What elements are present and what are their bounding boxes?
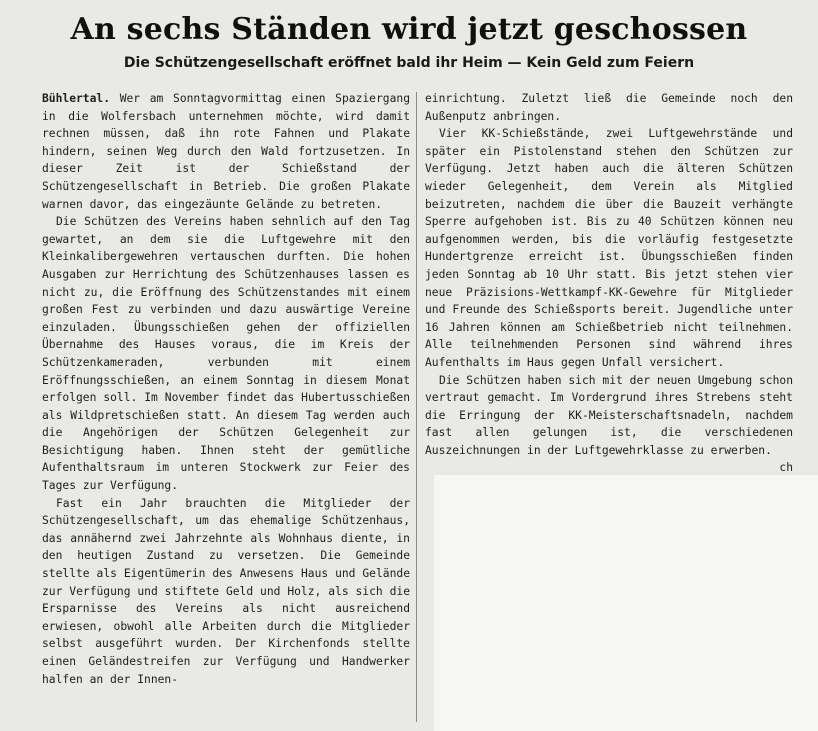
subheadline: Die Schützengesellschaft eröffnet bald ihr Heim — Kein Geld zum Feiern bbox=[123, 55, 695, 71]
paragraph-4: einrichtung. Zuletzt ließ die Gemeinde noch den Außenputz anbringen. bbox=[425, 92, 793, 123]
paragraph-6 bbox=[425, 372, 793, 475]
paragraph-5: Vier KK-Schießstände, zwei Luftgewehrstände und später ein Pistolenstand stehen den Schützen zur Verfügung. Jetzt haben auch die älteren Schützen wieder Gelegenheit, dem Verein als Mitglied beizutreten, nachdem die über die Bauzeit verhängte Sperre aufgehoben ist. Bis zu 40 Schützen können neu aufgenommen werden, bis die vorläufig festgesetzte Hundertgrenze erreicht ist. Übungsschießen finden jeden Sonntag ab 10 Uhr statt. Bis jetzt stehen vier neue Präzisions-Wettkampf-KK-Gewehre für Mitglieder und Freunde des Schießsports bereit. Jugendliche unter 16 Jahren können am Schießbetrieb nicht teilnehmen. Alle teilnehmenden Personen sind während ihres Aufenthalts im Haus gegen Unfall versichert. bbox=[425, 127, 793, 369]
blank-area bbox=[434, 475, 818, 731]
headline: An sechs Ständen wird jetzt geschossen bbox=[70, 12, 748, 47]
paragraph-3: Fast ein Jahr brauchten die Mitglieder der Schützengesellschaft, um das ehemalige Schützenhaus, das annähernd zwei Jahrzehnte als Wohnhaus diente, in den heutigen Zustand zu versetzen. Die Gemeinde stellte als Eigentümerin des Anwesens Haus und Gelände zur Verfügung und stiftete Geld und Holz, als sich die Ersparnisse des Vereins als nicht ausreichend erwiesen, obwohl alle Arbeiten durch die Mitglieder selbst ausgeführt wurden. Der Kirchenfonds stellte einen Geländestreifen zur Verfügung und Handwerker halfen an der Innen- bbox=[42, 496, 410, 686]
column-divider bbox=[416, 92, 417, 722]
dateline-place: Bühlertal. bbox=[42, 92, 111, 105]
author-signature: ch bbox=[779, 461, 793, 475]
article-column-2 bbox=[425, 90, 793, 477]
paragraph-2: Die Schützen des Vereins haben sehnlich auf den Tag gewartet, an dem sie die Luftgewehre mit den Kleinkalibergewehren vertauschen durften. Die hohen Ausgaben zur Herrichtung des Schützenhauses lassen es nicht zu, die Eröffnung des Schützenstandes mit einem großen Fest zu verbinden und dazu auswärtige Vereine einzuladen. Übungsschießen gehen der offiziellen Übernahme des Hauses voraus, die im Kreis der Schützenkameraden, verbunden mit einem Eröffnungsschießen, an einem Sonntag in diesem Monat erfolgen soll. Im November findet das Hubertusschießen als Wildpretschießen statt. An diesem Tag werden auch die Angehörigen der Schützen Gelegenheit zur Besichtigung haben. Ihnen steht der gemütliche Aufenthaltsraum im unteren Stockwerk zur Feier des Tages zur Verfügung. bbox=[42, 215, 410, 493]
paragraph-1 bbox=[42, 90, 410, 213]
paragraph-6-text: Die Schützen haben sich mit der neuen Umgebung schon vertraut gemacht. Im Vordergrund ihres Strebens steht die Erringung der KK-Meisterschaftsnadeln, nachdem fast allen gelungen ist, die verschiedenen Auszeichnungen in der Luftgewehrklasse zu erwerben. bbox=[425, 373, 793, 457]
article-column-1 bbox=[42, 90, 410, 688]
paragraph-1-text: Wer am Sonntagvormittag einen Spaziergang in die Wolfersbach unternehmen möchte, wird damit rechnen müssen, daß ihn rote Fahnen und Plakate hindern, seinen Weg durch den Wald fortzusetzen. In dieser Zeit ist der Schießstand der Schützengesellschaft in Betrieb. Die großen Plakate warnen davor, das eingezäunte Gelände zu betreten. bbox=[42, 92, 410, 211]
